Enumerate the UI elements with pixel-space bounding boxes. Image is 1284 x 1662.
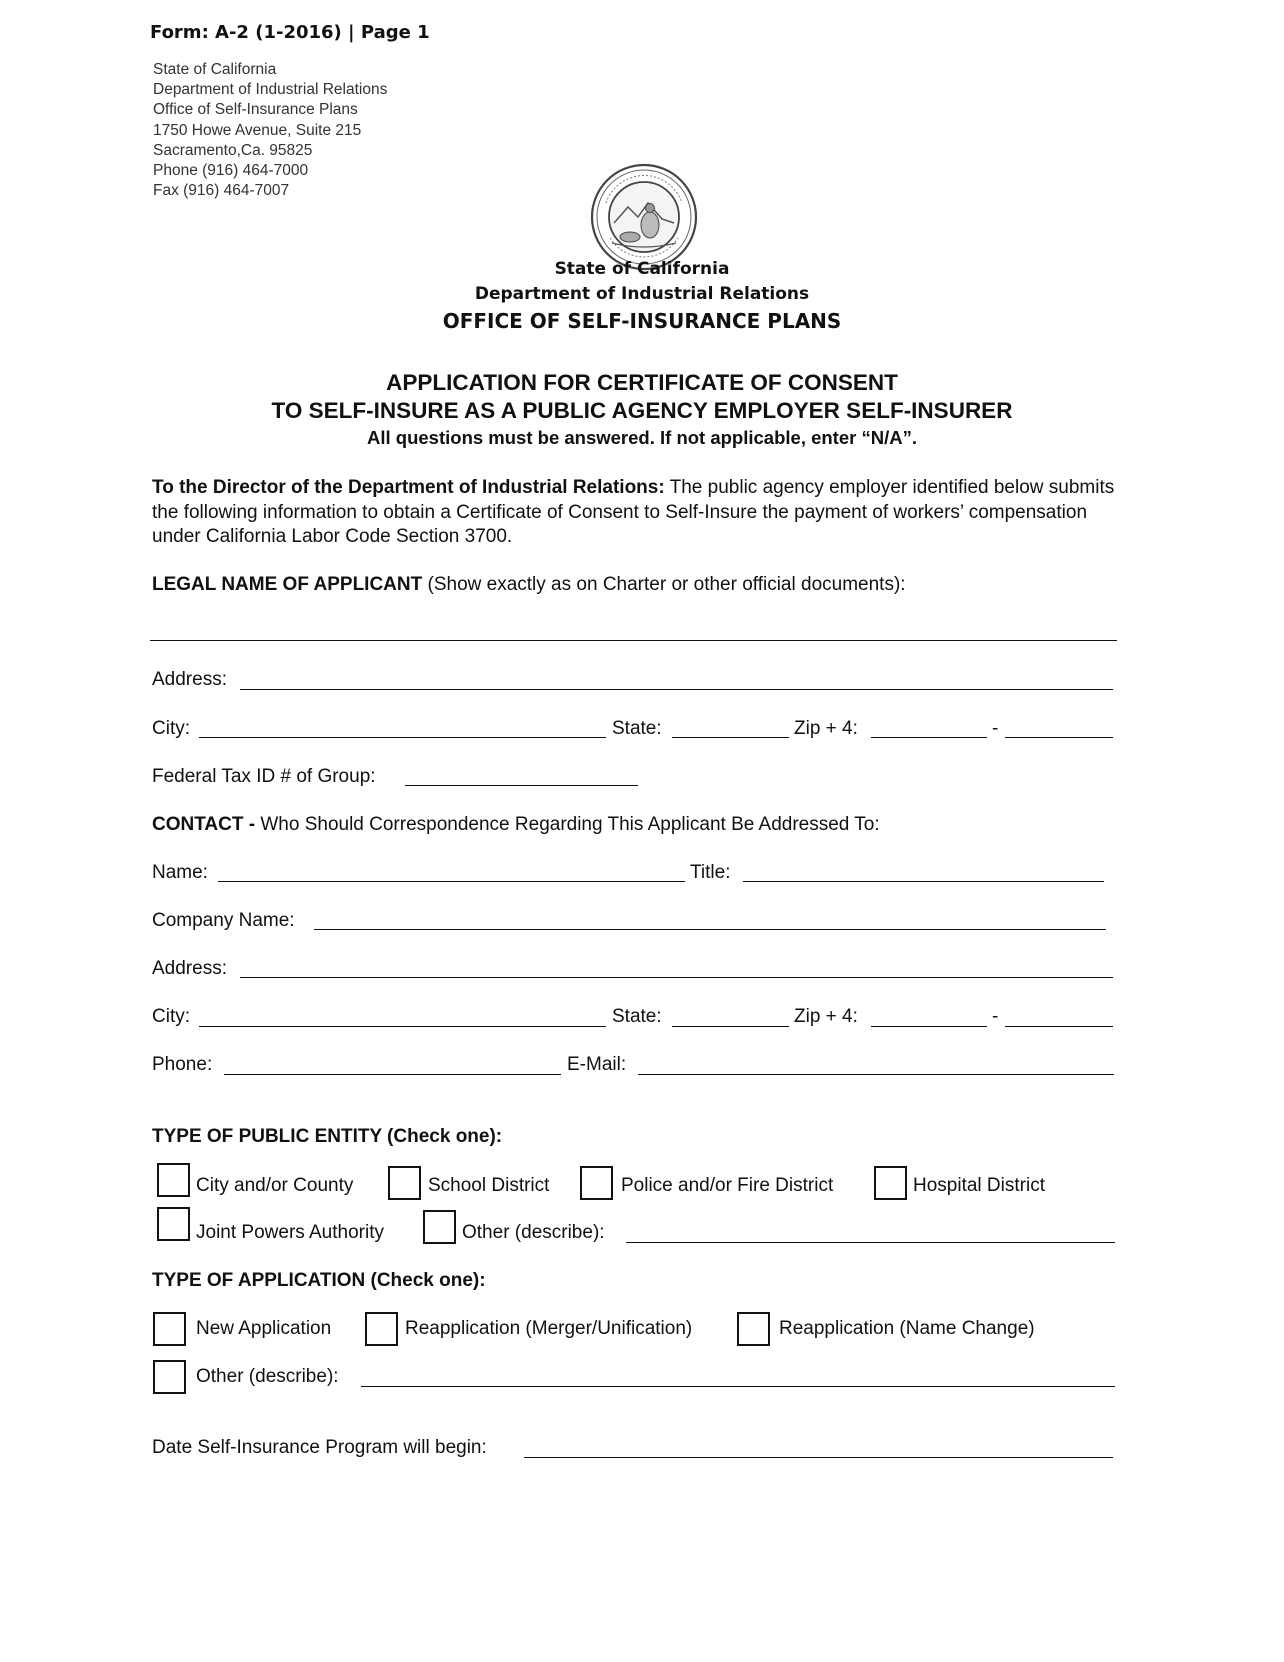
tax-id-field[interactable] — [405, 785, 638, 786]
contact-heading-label: CONTACT - — [152, 814, 256, 835]
police-fire-checkbox[interactable] — [580, 1166, 613, 1200]
school-district-label: School District — [428, 1175, 550, 1196]
applicant-heading-note: (Show exactly as on Charter or other official documents): — [422, 574, 906, 595]
address-line: Phone (916) 464-7000 — [153, 162, 309, 180]
contact-title-label: Title: — [690, 862, 731, 883]
contact-zip4-field[interactable] — [1005, 1026, 1113, 1027]
application-other-label: Other (describe): — [196, 1366, 339, 1387]
california-seal-icon — [590, 163, 698, 271]
intro-body: The public agency employer identified below submits the following information to obtain a Certificate of Consent to Self-Insure the payment of workers’ compensation under California Labor Code Section 3700. — [152, 477, 1115, 548]
instructions-note: All questions must be answered. If not applicable, enter “N/A”. — [367, 427, 917, 448]
intro-lead: To the Director of the Department of Industrial Relations: — [152, 477, 665, 498]
form-title-line-2: TO SELF-INSURE AS A PUBLIC AGENCY EMPLOYER SELF-INSURER — [271, 398, 1013, 423]
joint-powers-label: Joint Powers Authority — [196, 1222, 384, 1243]
address-line: State of California — [153, 61, 277, 78]
contact-state-field[interactable] — [672, 1026, 789, 1027]
phone-label: Phone: — [152, 1054, 213, 1075]
contact-zip-separator: - — [992, 1006, 999, 1027]
contact-address-label: Address: — [152, 958, 227, 979]
agency-office: OFFICE OF SELF-INSURANCE PLANS — [442, 309, 842, 333]
contact-address-field[interactable] — [240, 977, 1113, 978]
zip-separator: - — [992, 718, 999, 739]
reapplication-name-change-checkbox[interactable] — [737, 1312, 770, 1346]
entity-other-checkbox[interactable] — [423, 1210, 456, 1244]
address-line: Department of Industrial Relations — [153, 81, 388, 99]
contact-zip-field[interactable] — [871, 1026, 987, 1027]
program-start-field[interactable] — [524, 1457, 1113, 1458]
city-label: City: — [152, 718, 190, 739]
company-name-label: Company Name: — [152, 910, 295, 931]
entity-other-label: Other (describe): — [462, 1222, 605, 1243]
legal-name-field[interactable] — [150, 640, 1117, 641]
state-label: State: — [612, 718, 662, 739]
contact-name-label: Name: — [152, 862, 208, 883]
contact-state-label: State: — [612, 1006, 662, 1027]
zip-field[interactable] — [871, 737, 987, 738]
address-line: 1750 Howe Avenue, Suite 215 — [153, 121, 362, 139]
new-application-checkbox[interactable] — [153, 1312, 186, 1346]
joint-powers-checkbox[interactable] — [157, 1207, 190, 1241]
reapplication-merger-label: Reapplication (Merger/Unification) — [405, 1318, 693, 1339]
city-county-checkbox[interactable] — [157, 1163, 190, 1197]
state-field[interactable] — [672, 737, 789, 738]
application-other-field[interactable] — [361, 1386, 1115, 1387]
address-line: Office of Self-Insurance Plans — [153, 101, 358, 119]
application-heading: TYPE OF APPLICATION (Check one): — [152, 1270, 486, 1291]
address-label: Address: — [152, 669, 227, 690]
contact-city-field[interactable] — [199, 1026, 606, 1027]
contact-heading — [152, 814, 880, 836]
contact-name-field[interactable] — [218, 881, 685, 882]
contact-title-field[interactable] — [743, 881, 1104, 882]
program-start-label: Date Self-Insurance Program will begin: — [152, 1437, 487, 1458]
city-county-label: City and/or County — [196, 1175, 354, 1196]
address-line: Fax (916) 464-7007 — [153, 182, 290, 200]
new-application-label: New Application — [196, 1318, 332, 1339]
zip-label: Zip + 4: — [794, 718, 858, 739]
agency-department: Department of Industrial Relations — [474, 284, 810, 304]
hospital-district-checkbox[interactable] — [874, 1166, 907, 1200]
zip4-field[interactable] — [1005, 737, 1113, 738]
email-label: E-Mail: — [567, 1054, 627, 1075]
company-name-field[interactable] — [314, 929, 1106, 930]
email-field[interactable] — [638, 1074, 1114, 1075]
phone-field[interactable] — [224, 1074, 561, 1075]
form-title-line-1: APPLICATION FOR CERTIFICATE OF CONSENT — [386, 370, 898, 395]
applicant-heading — [152, 574, 906, 596]
form-id: Form: A-2 (1-2016) | Page 1 — [150, 22, 430, 43]
application-other-checkbox[interactable] — [153, 1360, 186, 1394]
entity-heading: TYPE OF PUBLIC ENTITY (Check one): — [152, 1126, 503, 1147]
address-line: Sacramento,Ca. 95825 — [153, 141, 313, 159]
school-district-checkbox[interactable] — [388, 1166, 421, 1200]
entity-other-field[interactable] — [626, 1242, 1115, 1243]
office-address-block — [153, 60, 387, 201]
intro-paragraph — [152, 476, 1122, 550]
applicant-heading-label: LEGAL NAME OF APPLICANT — [152, 574, 423, 595]
tax-id-label: Federal Tax ID # of Group: — [152, 766, 376, 787]
address-field[interactable] — [240, 689, 1113, 690]
contact-zip-label: Zip + 4: — [794, 1006, 858, 1027]
police-fire-label: Police and/or Fire District — [621, 1175, 834, 1196]
hospital-district-label: Hospital District — [913, 1175, 1045, 1196]
agency-state: State of California — [554, 259, 730, 279]
contact-city-label: City: — [152, 1006, 190, 1027]
contact-heading-note: Who Should Correspondence Regarding This Applicant Be Addressed To: — [255, 814, 880, 835]
city-field[interactable] — [199, 737, 606, 738]
reapplication-name-change-label: Reapplication (Name Change) — [779, 1318, 1035, 1339]
reapplication-merger-checkbox[interactable] — [365, 1312, 398, 1346]
